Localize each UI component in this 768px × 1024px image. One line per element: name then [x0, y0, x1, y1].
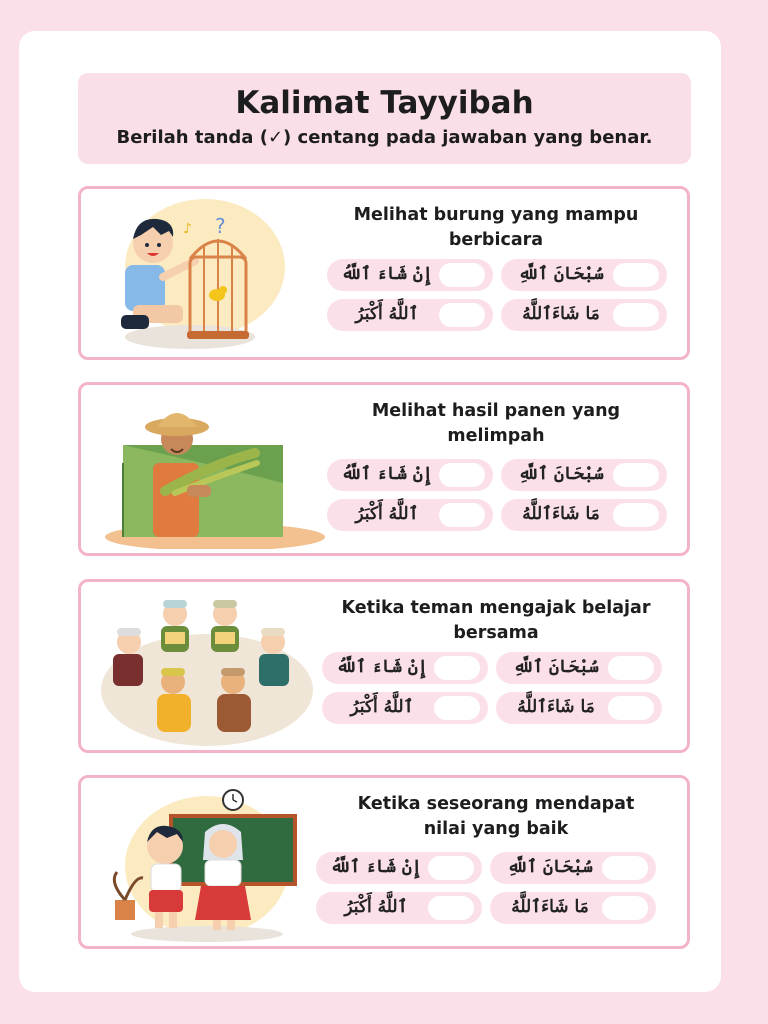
svg-text:♪: ♪: [183, 221, 192, 237]
checkbox[interactable]: [439, 463, 485, 487]
checkbox[interactable]: [439, 303, 485, 327]
checkbox[interactable]: [439, 263, 485, 287]
option-label: مَا شَاءَٱللَّهُ: [511, 897, 589, 917]
option-label: سُبْحَانَ ٱللَّهِ: [507, 857, 593, 877]
option-subhanallah[interactable]: [501, 459, 667, 491]
checkbox[interactable]: [602, 856, 648, 880]
option-label: إِنْ شَاءَ ٱللَّهُ: [330, 857, 422, 877]
worksheet-header: [78, 73, 691, 164]
question-text-line1: Melihat hasil panen yang: [371, 401, 621, 421]
children-studying-together-illustration: [95, 590, 325, 746]
question-text-line2: berbicara: [448, 230, 544, 250]
checkbox[interactable]: [608, 656, 654, 680]
option-allahu-akbar[interactable]: [327, 299, 493, 331]
option-insyaallah[interactable]: [327, 259, 493, 291]
option-subhanallah[interactable]: [490, 852, 656, 884]
question-text-line1: Ketika teman mengajak belajar: [341, 598, 651, 618]
checkbox[interactable]: [602, 896, 648, 920]
checkbox[interactable]: [613, 503, 659, 527]
checkbox[interactable]: [434, 696, 480, 720]
two-students-in-classroom-illustration: [95, 786, 325, 942]
option-label: ٱللَّهُ أَكْبَرُ: [344, 897, 408, 917]
option-masyaallah[interactable]: [490, 892, 656, 924]
checkbox[interactable]: [439, 503, 485, 527]
option-label: سُبْحَانَ ٱللَّهِ: [518, 264, 604, 284]
checkbox[interactable]: [613, 263, 659, 287]
checkbox[interactable]: [613, 303, 659, 327]
question-card-2: [78, 382, 690, 556]
question-card-1: [78, 186, 690, 360]
svg-text:?: ?: [215, 214, 226, 238]
option-label: إِنْ شَاءَ ٱللَّهُ: [341, 464, 433, 484]
option-masyaallah[interactable]: [501, 299, 667, 331]
option-insyaallah[interactable]: [316, 852, 482, 884]
option-label: مَا شَاءَٱللَّهُ: [522, 504, 600, 524]
boy-with-parrot-cage-illustration: [95, 197, 325, 353]
farmer-with-rice-harvest-illustration: [95, 393, 325, 549]
option-insyaallah[interactable]: [322, 652, 488, 684]
option-label: إِنْ شَاءَ ٱللَّهُ: [336, 657, 428, 677]
question-card-4: [78, 775, 690, 949]
option-masyaallah[interactable]: [496, 692, 662, 724]
checkbox[interactable]: [608, 696, 654, 720]
instructions: Berilah tanda (✓) centang pada jawaban yang benar.: [116, 127, 653, 148]
checkbox[interactable]: [428, 856, 474, 880]
option-label: ٱللَّهُ أَكْبَرُ: [355, 504, 419, 524]
option-insyaallah[interactable]: [327, 459, 493, 491]
checkbox[interactable]: [428, 896, 474, 920]
checkbox[interactable]: [434, 656, 480, 680]
question-text-line2: bersama: [453, 623, 539, 643]
option-allahu-akbar[interactable]: [327, 499, 493, 531]
page-title: Kalimat Tayyibah: [235, 85, 534, 121]
question-text-line1: Melihat burung yang mampu: [353, 205, 639, 225]
checkbox[interactable]: [613, 463, 659, 487]
option-label: سُبْحَانَ ٱللَّهِ: [513, 657, 599, 677]
option-allahu-akbar[interactable]: [316, 892, 482, 924]
option-allahu-akbar[interactable]: [322, 692, 488, 724]
question-text-line2: melimpah: [447, 426, 545, 446]
question-text-line2: nilai yang baik: [423, 819, 569, 839]
option-label: ٱللَّهُ أَكْبَرُ: [350, 697, 414, 717]
option-subhanallah[interactable]: [501, 259, 667, 291]
option-label: مَا شَاءَٱللَّهُ: [522, 304, 600, 324]
option-subhanallah[interactable]: [496, 652, 662, 684]
option-label: إِنْ شَاءَ ٱللَّهُ: [341, 264, 433, 284]
option-label: سُبْحَانَ ٱللَّهِ: [518, 464, 604, 484]
question-card-3: [78, 579, 690, 753]
option-label: ٱللَّهُ أَكْبَرُ: [355, 304, 419, 324]
question-text-line1: Ketika seseorang mendapat: [357, 794, 635, 814]
option-label: مَا شَاءَٱللَّهُ: [517, 697, 595, 717]
option-masyaallah[interactable]: [501, 499, 667, 531]
